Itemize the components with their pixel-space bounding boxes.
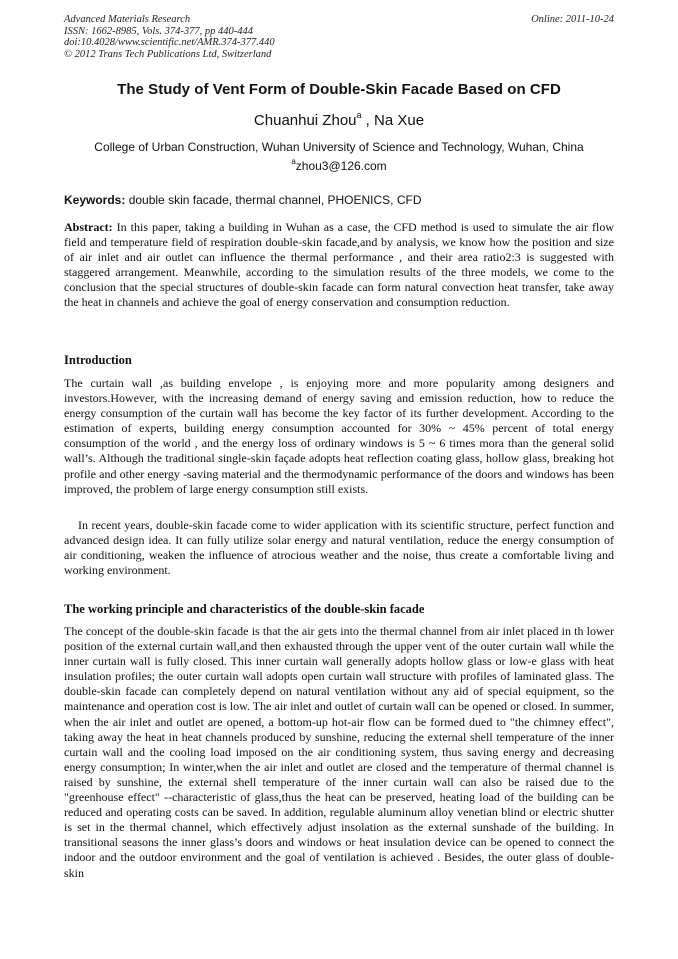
journal-doi: doi:10.4028/www.scientific.net/AMR.374-377.440 <box>64 37 275 48</box>
paper-title: The Study of Vent Form of Double-Skin Facade Based on CFD <box>117 81 561 98</box>
author-1-mark: a <box>356 110 362 120</box>
introduction-paragraph-2: In recent years, double-skin facade come to wider application with its scientific structure, perfect function and advanced design idea. It can fully utilize solar energy and natural ventilation, reduce the energy consumption of air conditioning, weaken the influence of atrocious weather and the noise, thus create a comfortable living and working environment. <box>64 518 614 578</box>
journal-copyright: © 2012 Trans Tech Publications Ltd, Switzerland <box>64 48 272 60</box>
introduction-paragraph-1: The curtain wall ,as building envelope , is enjoying more and more popularity among designers and investors.However, with the increasing demand of energy saving and emission reduction, how to reduce the energy consumption of the curtain wall has become the key factor of its further development. According to the estimation of experts, building energy consumption accounted for 30% ~ 45% percent of total energy consumption of the world , and the energy loss of ordinary windows is 5 ~ 6 times mora than the general solid wall’s. Although the traditional single-skin façade adopts heat reflection coating glass, hollow glass, breaking hot profile and other energy -saving material and the thermodynamic performance of the doors and windows has been improved, the problem of large energy consumption still exists. <box>64 376 614 496</box>
journal-header <box>64 14 614 60</box>
abstract-label: Abstract: <box>64 220 113 234</box>
online-date: Online: 2011-10-24 <box>531 14 614 25</box>
keywords-text: double skin facade, thermal channel, PHOENICS, CFD <box>125 193 422 207</box>
keywords-label: Keywords: <box>64 193 126 207</box>
journal-info <box>64 14 275 60</box>
author-2: Na Xue <box>374 112 425 129</box>
author-separator: , <box>361 112 375 129</box>
email-address: zhou3@126.com <box>295 159 387 173</box>
author-line <box>40 112 638 129</box>
keywords <box>64 193 614 207</box>
email-mark: a <box>291 157 296 166</box>
section-heading-working-principle: The working principle and characteristics of the double-skin facade <box>64 602 425 616</box>
email-line <box>40 159 638 173</box>
abstract <box>64 220 614 311</box>
journal-issn: ISSN: 1662-8985, Vols. 374-377, pp 440-444 <box>64 25 253 37</box>
abstract-text: In this paper, taking a building in Wuhan as a case, the CFD method is used to simulate the air flow field and temperature field of respiration double-skin facade,and by analysis, we know how the position and size of air inlet and air outlet can influence the thermal performance , and their area ratio2:3 is suggested with staggered arrangement. Meanwhile, according to the simulation results of the three models, we come to the conclusion that the special structures of double-skin facade can form natural convection heat transfer, take away the heat in channels and achieve the goal of energy conservation and consumption reduction. <box>64 220 614 310</box>
affiliation: College of Urban Construction, Wuhan University of Science and Technology, Wuhan, China <box>94 140 584 154</box>
author-1: Chuanhui Zhou <box>253 112 357 129</box>
working-principle-paragraph: The concept of the double-skin facade is that the air gets into the thermal channel from air inlet placed in th lower position of the external curtain wall,and then exhausted through the upper vent of the outer curtain wall while the inner curtain wall is fully closed. This inner curtain wall generally adopts hollow glass or low-e glass with heat insulation profiles; the outer curtain wall adopts open curtain wall structure with profiles of laminated glass. The double-skin facade can completely depend on natural ventilation without any aid of special equipment, so the maintenance and operation cost is low. The air inlet and outlet of curtain wall can be opened or closed. In summer, when the air inlet and outlet are opened, a bottom-up hot-air flow can be formed dued to "the chimney effect", taking away the heat in heat channels produced by sunshine, reducing the external shell temperature of the inner curtain wall and the cooling load imposed on the air conditioning system, thus saving energy and decreasing energy consumption; In winter,when the air inlet and outlet are closed and the temperature of thermal channel is raised by sunshine, the external shell temperature of the inner curtain wall can also be raised due to the "greenhouse effect" --characteristic of glass,thus the heat can be preserved, heating load of the building can be reduced and operating costs can be saved. In addition, regulable aluminum alloy venetian blind or electric shutter is set in the thermal channel, which effectively adjust insolation as the external sunshade of the building. In transitional seasons the inner glass’s doors and windows or heat insulation device can be opened to connect the indoor and the outdoor environment and the goal of ventilation is achieved . Besides, the outer glass of double-skin <box>64 624 614 880</box>
journal-name: Advanced Materials Research <box>64 14 191 25</box>
section-heading-introduction: Introduction <box>64 353 132 367</box>
